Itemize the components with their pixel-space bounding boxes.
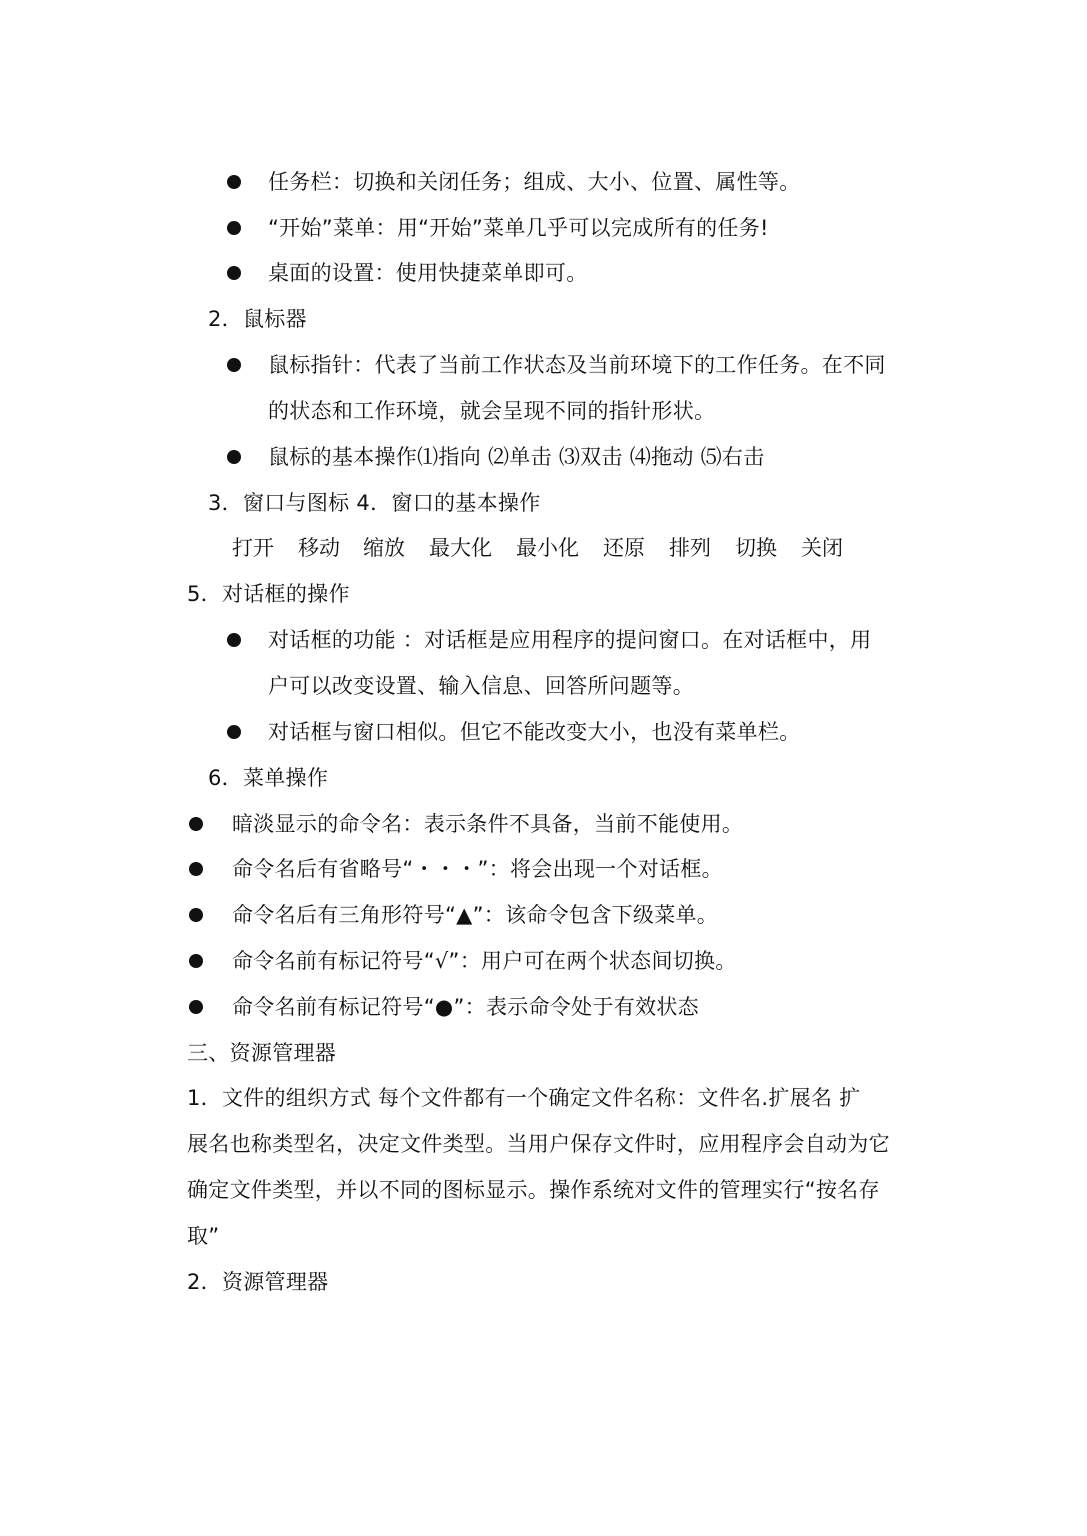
heading-dialog: 5．对话框的操作 [187,582,350,606]
heading-mouse: 2．鼠标器 [208,307,307,331]
bullet-icon [189,908,203,922]
bullet-icon [227,358,241,372]
bullet-dialog-vs-window: 对话框与窗口相似。但它不能改变大小，也没有菜单栏。 [268,720,801,744]
bullet-desktop-settings: 桌面的设置：使用快捷菜单即可。 [268,261,588,285]
window-op-restore: 还原 [603,536,645,560]
bullet-mouse-operations: 鼠标的基本操作⑴指向 ⑵单击 ⑶双击 ⑷拖动 ⑸右击 [268,445,765,469]
bullet-icon [227,633,241,647]
bullet-icon [227,221,241,235]
bullet-mouse-pointer-line2: 的状态和工作环境，就会呈现不同的指针形状。 [268,399,716,423]
window-op-switch: 切换 [735,536,777,560]
menu-item-checkmark: 命令名前有标记符号“√”：用户可在两个状态间切换。 [232,949,737,973]
bullet-icon [189,1000,203,1014]
bullet-dialog-function-line1: 对话框的功能 ：对话框是应用程序的提问窗口。在对话框中，用 [268,628,872,652]
paragraph-file-organization-line1: 1．文件的组织方式 每个文件都有一个确定文件名称：文件名.扩展名 扩 [187,1086,861,1110]
bullet-icon [189,862,203,876]
window-op-close: 关闭 [801,536,843,560]
bullet-dialog-function-line2: 户可以改变设置、输入信息、回答所问题等。 [268,674,694,698]
bullet-icon [189,817,203,831]
heading-window-icons: 3．窗口与图标 4．窗口的基本操作 [208,491,541,515]
menu-item-triangle: 命令名后有三角形符号“▲”：该命令包含下级菜单。 [232,903,719,927]
bullet-icon [227,450,241,464]
bullet-icon [189,954,203,968]
bullet-mouse-pointer-line1: 鼠标指针：代表了当前工作状态及当前环境下的工作任务。在不同 [268,353,886,377]
window-op-move: 移动 [298,536,340,560]
bullet-start-menu: “开始”菜单：用“开始”菜单几乎可以完成所有的任务! [268,216,769,240]
bullet-icon [227,725,241,739]
section-resource-manager: 三、资源管理器 [187,1041,337,1065]
window-op-maximize: 最大化 [429,536,492,560]
paragraph-file-organization-line3: 确定文件类型，并以不同的图标显示。操作系统对文件的管理实行“按名存 [187,1178,880,1202]
menu-item-dimmed: 暗淡显示的命令名：表示条件不具备，当前不能使用。 [232,812,744,836]
bullet-icon [227,175,241,189]
paragraph-file-organization-line2: 展名也称类型名，决定文件类型。当用户保存文件时，应用程序会自动为它 [187,1132,890,1156]
window-op-open: 打开 [232,536,274,560]
paragraph-file-organization-line4: 取” [187,1224,220,1248]
heading-menu-operations: 6．菜单操作 [208,766,329,790]
heading-resource-manager: 2．资源管理器 [187,1270,329,1294]
menu-item-ellipsis: 命令名后有省略号“・・・”：将会出现一个对话框。 [232,857,723,881]
window-op-arrange: 排列 [669,536,711,560]
menu-item-dot: 命令名前有标记符号“●”：表示命令处于有效状态 [232,995,699,1019]
window-op-minimize: 最小化 [516,536,579,560]
bullet-icon [227,266,241,280]
window-op-resize: 缩放 [363,536,405,560]
bullet-taskbar: 任务栏：切换和关闭任务；组成、大小、位置、属性等。 [268,170,801,194]
